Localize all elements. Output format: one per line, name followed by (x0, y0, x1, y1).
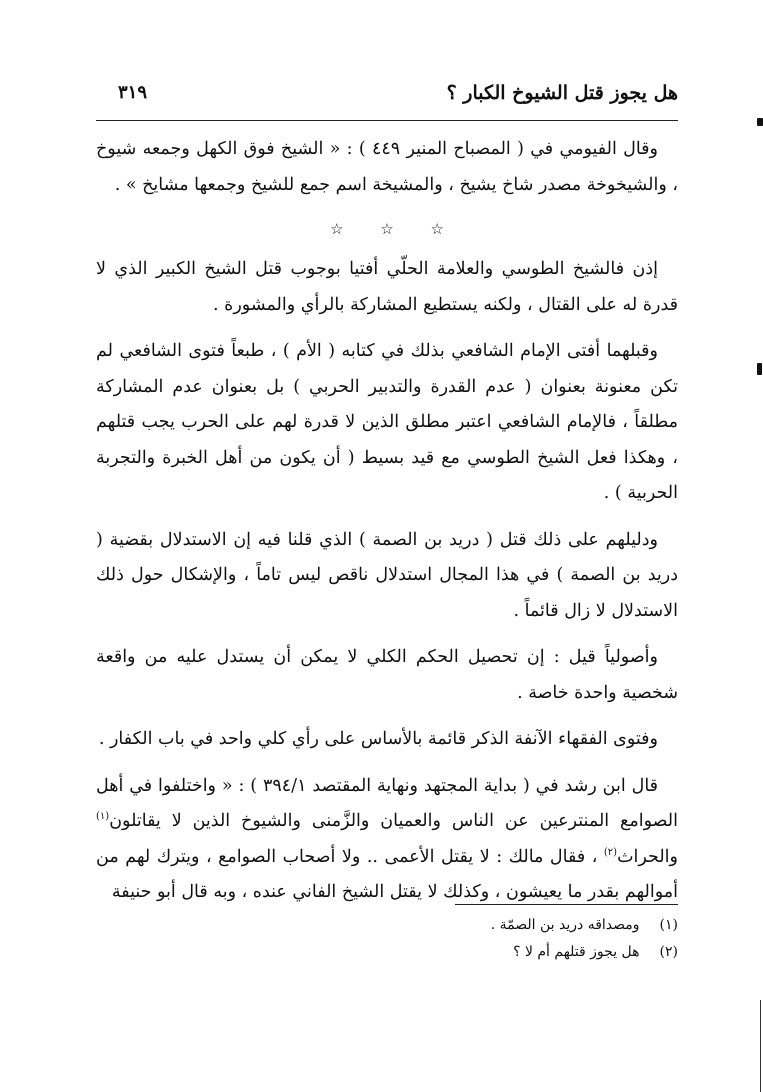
star-icon: ☆ (330, 220, 344, 238)
paragraph-fatwa-basis: وفتوى الفقهاء الآنفة الذكر قائمة بالأساس على رأي كلي واحد في باب الكفار . (98, 729, 658, 749)
paragraph-shafii: وقبلهما أفتى الإمام الشافعي بذلك في كتابه ( الأم ) ، طبعاً فتوى الشافعي لم تكن معنونة بعنوان ( عدم القدرة والتدبير الحربي ) بل بعنوان عدم المشاركة مطلقاً ، فالإمام الشافعي اعتبر مطلق الذين لا قدرة لهم على الحرب يجب قتلهم ، وهكذا فعل الشيخ الطوسي مع قيد بسيط ( أن يكون من أهل الخبرة والتجربة الحربية ) . (96, 341, 678, 503)
footnote-item (96, 912, 678, 939)
footnote-number: (٢) (659, 944, 678, 960)
scan-edge-line (760, 1000, 761, 1092)
paragraph-ibn-rushd (96, 769, 678, 911)
running-title: هل يجوز قتل الشيوخ الكبار ؟ (446, 82, 678, 104)
section-separator (96, 214, 678, 244)
scan-edge-mark (757, 118, 763, 126)
footnote-ref-2[interactable]: (٢) (603, 846, 618, 858)
star-icon: ☆ (380, 220, 394, 238)
footnotes (96, 912, 678, 966)
star-icon: ☆ (430, 220, 444, 238)
paragraph-usuli: وأصولياً قيل : إن تحصيل الحكم الكلي لا يمكن أن يستدل عليه من واقعة شخصية واحدة خاصة . (96, 647, 678, 703)
ibn-rushd-text-2: والحراث (617, 846, 678, 867)
ibn-rushd-text-3: ، فقال مالك : لا يقتل الأعمى .. ولا أصحاب الصوامع ، ويترك لهم من أموالهم بقدر ما يعيشون ، وكذلك لا يقتل الشيخ الفاني عنده ، وبه قال أبو حنيفة (96, 846, 678, 902)
footnote-text: ومصداقه دريد بن الصمّة . (490, 917, 640, 933)
footnote-ref-1[interactable]: (١) (96, 811, 110, 823)
footnote-text: هل يجوز قتلهم أم لا ؟ (513, 944, 640, 960)
page-header (96, 78, 678, 114)
footnote-item (96, 939, 678, 966)
paragraph-tusi-hilli: إذن فالشيخ الطوسي والعلامة الحلّي أفتيا بوجوب قتل الشيخ الكبير الذي لا قدرة له على القتال ، ولكنه يستطيع المشاركة بالرأي والمشورة . (96, 259, 678, 315)
footnote-rule (455, 904, 678, 905)
ibn-rushd-text-1: قال ابن رشد في ( بداية المجتهد ونهاية المقتصد ٣٩٤/١ ) : « واختلفوا في أهل الصوامع المنترعين عن الناس والعميان والزَّمنى والشيوخ الذين لا يقاتلون (96, 775, 678, 831)
page-number: ٣١٩ (118, 82, 148, 103)
header-rule (96, 120, 678, 121)
body-text (96, 132, 678, 922)
scan-edge-mark (757, 363, 762, 375)
footnote-number: (١) (659, 917, 678, 933)
paragraph-fayyumi-quote: وقال الفيومي في ( المصباح المنير ٤٤٩ ) : « الشيخ فوق الكهل وجمعه شيوخ ، والشيخوخة مصدر شاخ يشيخ ، والمشيخة اسم جمع للشيخ وجمعها مشايخ » . (96, 139, 678, 195)
paragraph-durayd-evidence: ودليلهم على ذلك قتل ( دريد بن الصمة ) الذي قلنا فيه إن الاستدلال بقضية ( دريد بن الصمة ) في هذا المجال استدلال ناقص ليس تاماً ، والإشكال حول ذلك الاستدلال لا زال قائماً . (96, 529, 678, 621)
